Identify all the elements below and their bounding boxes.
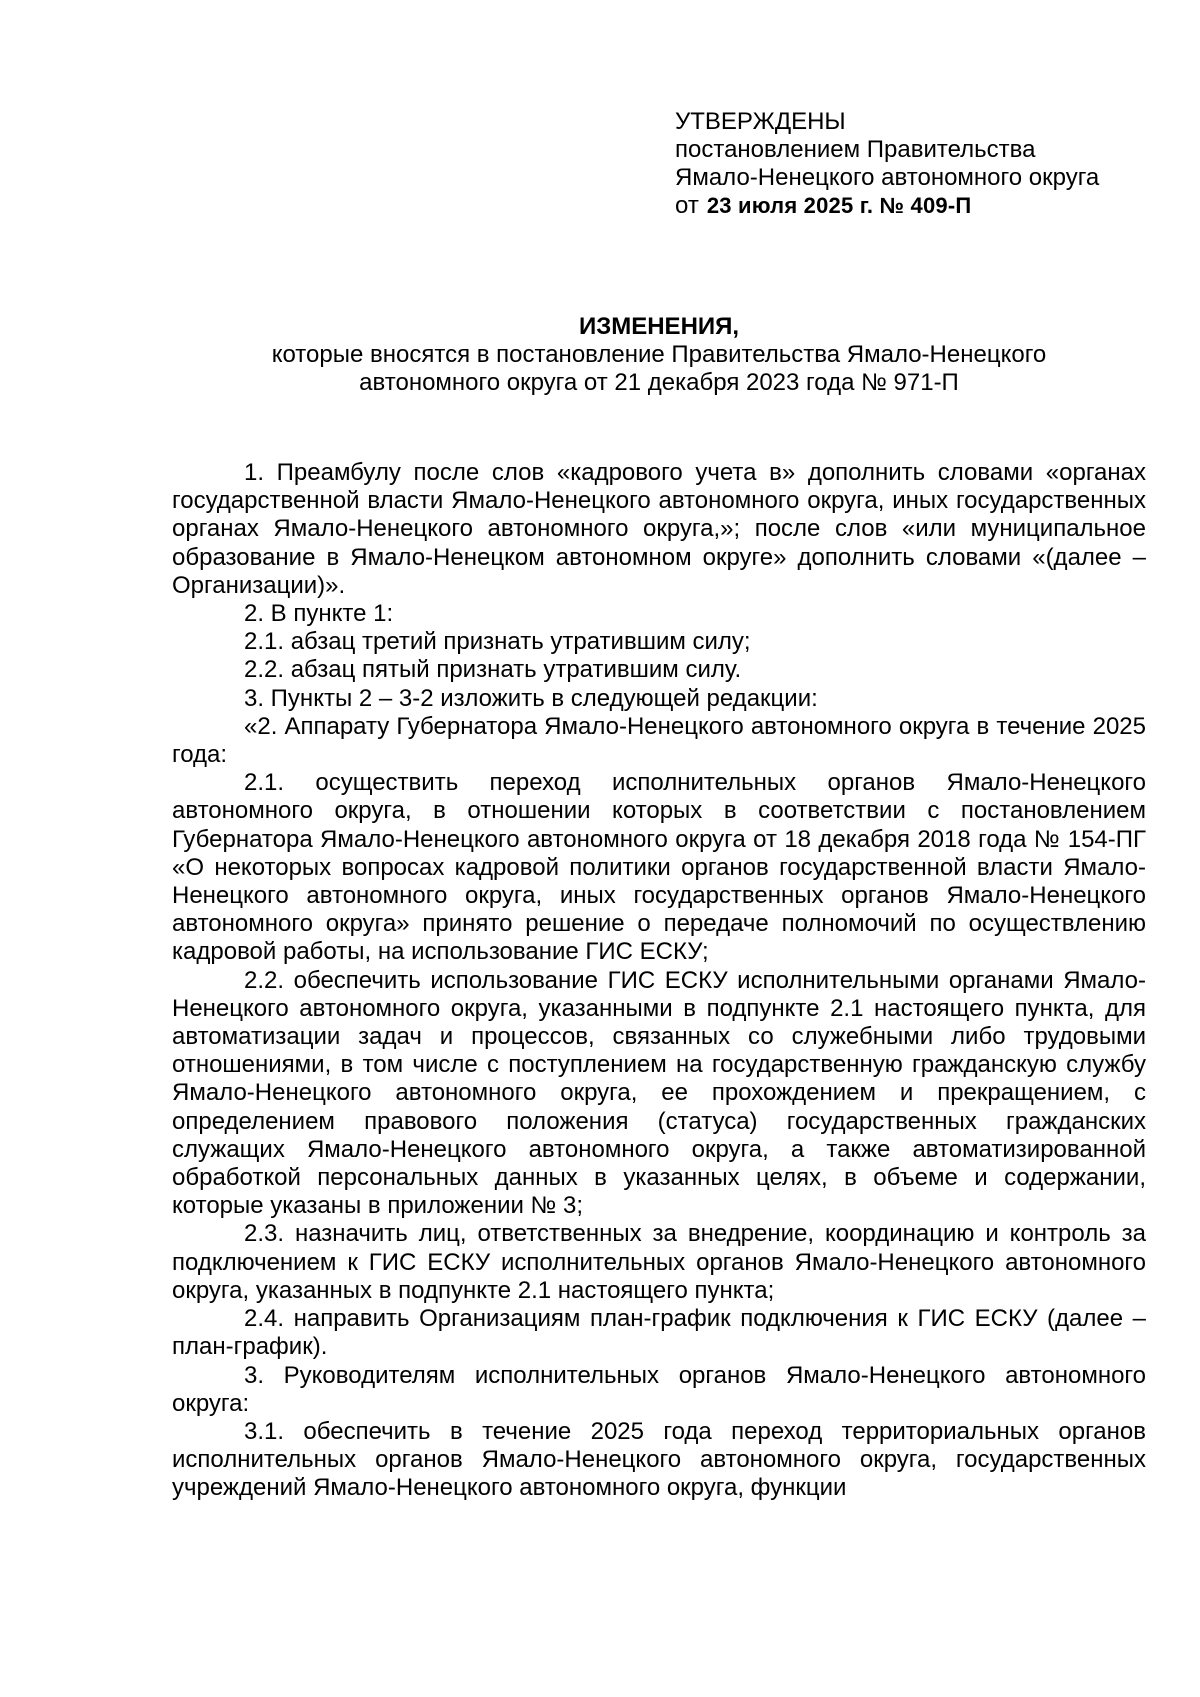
paragraph: 2. В пункте 1: (244, 600, 394, 628)
document-subtitle-line-2: автономного округа от 21 декабря 2023 года № 971-П (359, 369, 959, 396)
document-body (172, 459, 1146, 1503)
approval-date-line (675, 192, 1155, 220)
approved-label: УТВЕРЖДЕНЫ (675, 108, 846, 135)
approval-date-stamp: 23 июля 2025 г. № 409-П (706, 193, 972, 218)
paragraph: 2.2. абзац пятый признать утратившим силу. (244, 656, 742, 684)
document-heading (172, 313, 1146, 397)
approval-block (675, 108, 1155, 220)
paragraph: 2.3. назначить лиц, ответственных за внедрение, координацию и контроль за подключением к ГИС ЕСКУ исполнительных органов Ямало-Ненецкого автономного округа, указанных в подпункте 2.1 настоящего пункта; (172, 1220, 1146, 1304)
paragraph: 2.4. направить Организациям план-график подключения к ГИС ЕСКУ (далее – план-график). (172, 1305, 1146, 1361)
paragraph: 2.1. абзац третий признать утратившим силу; (244, 628, 751, 656)
document-title: ИЗМЕНЕНИЯ, (578, 313, 740, 340)
approval-line-1: постановлением Правительства (675, 136, 1036, 163)
approval-date-prefix: от (675, 192, 699, 219)
paragraph: «2. Аппарату Губернатора Ямало-Ненецкого автономного округа в течение 2025 года: (172, 712, 1146, 769)
paragraph: 3.1. обеспечить в течение 2025 года переход территориальных органов исполнительных органов Ямало-Ненецкого автономного округа, государственных учреждений Ямало-Ненецкого автономного округа, функции (172, 1417, 1146, 1502)
paragraph: 1. Преамбулу после слов «кадрового учета в» дополнить словами «органах государственной власти Ямало-Ненецкого автономного округа, иных государственных органах Ямало-Ненецкого автономного округа,»; после слов «или муниципальное образование в Ямало-Ненецком автономном округе» дополнить словами «(далее – Организации)». (172, 459, 1146, 599)
document-subtitle-line-1: которые вносятся в постановление Правительства Ямало-Ненецкого (271, 341, 1047, 368)
approval-line-2: Ямало-Ненецкого автономного округа (675, 164, 1100, 191)
paragraph: 3. Руководителям исполнительных органов Ямало-Ненецкого автономного округа: (172, 1361, 1146, 1417)
paragraph: 3. Пункты 2 – 3-2 изложить в следующей редакции: (244, 684, 818, 712)
paragraph: 2.1. осуществить переход исполнительных органов Ямало-Ненецкого автономного округа, в отношении которых в соответствии с постановлением Губернатора Ямало-Ненецкого автономного округа от 18 декабря 2018 года № 154-ПГ «О некоторых вопросах кадровой политики органов государственной власти Ямало-Ненецкого автономного округа, иных государственных органов Ямало-Ненецкого автономного округа» принято решение о передаче полномочий по осуществлению кадровой работы, на использование ГИС ЕСКУ; (172, 769, 1146, 966)
paragraph: 2.2. обеспечить использование ГИС ЕСКУ исполнительными органами Ямало-Ненецкого автономного округа, указанными в подпункте 2.1 настоящего пункта, для автоматизации задач и процессов, связанных со служебными либо трудовыми отношениями, в том числе с поступлением на государственную гражданскую службу Ямало-Ненецкого автономного округа, ее прохождением и прекращением, с определением правового положения (статуса) государственных гражданских служащих Ямало-Ненецкого автономного округа, а также автоматизированной обработкой персональных данных в указанных целях, в объеме и содержании, которые указаны в приложении № 3; (172, 966, 1146, 1220)
